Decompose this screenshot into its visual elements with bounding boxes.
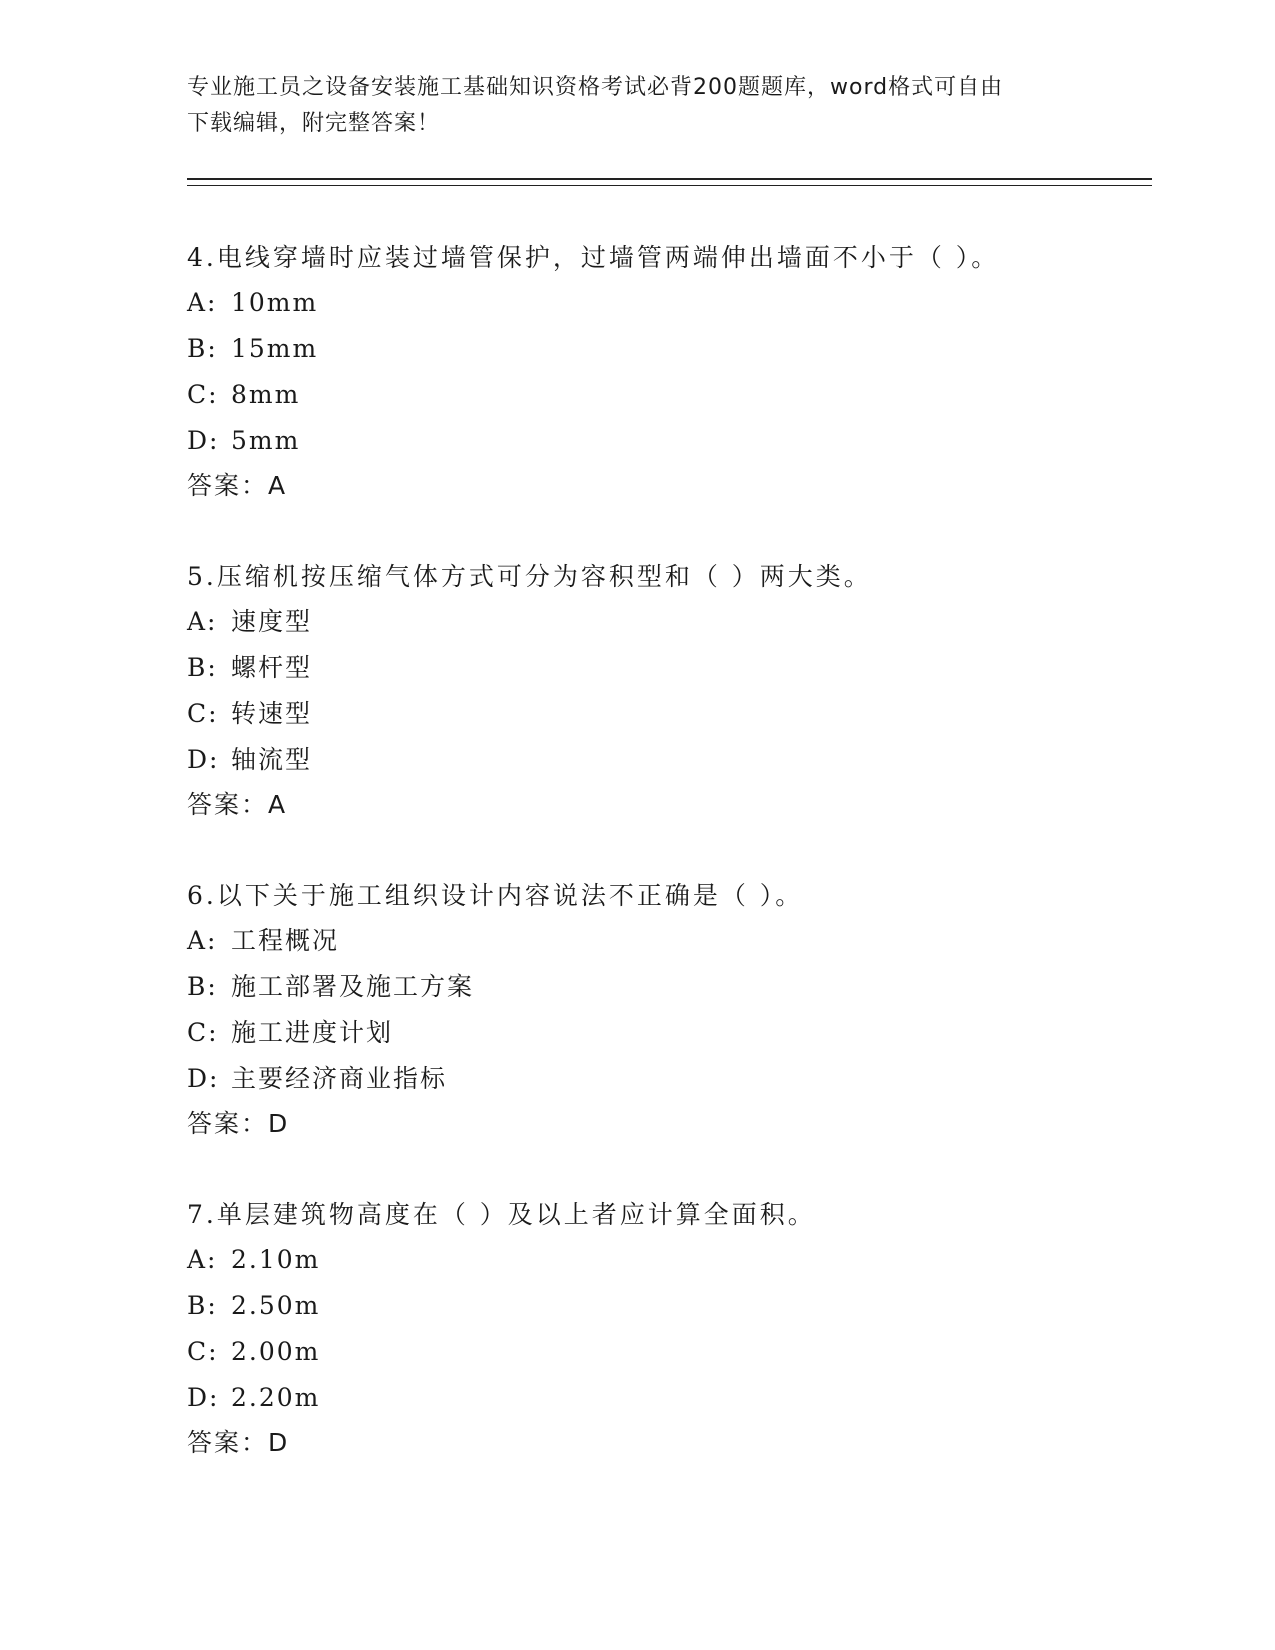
question-block <box>187 874 1147 1146</box>
option-c <box>187 1010 1147 1056</box>
option-d <box>187 1375 1147 1421</box>
header-divider <box>187 178 1152 186</box>
header-line-2: 下载编辑，附完整答案！ <box>187 111 441 136</box>
option-value: 15mm <box>231 334 319 363</box>
option-b <box>187 326 1147 372</box>
option-c <box>187 1329 1147 1375</box>
answer-line: 答案：D <box>187 1428 290 1457</box>
option-value: 施工部署及施工方案 <box>231 972 475 1001</box>
question-block <box>187 1193 1147 1465</box>
option-letter: B: <box>187 1291 218 1320</box>
option-letter: C: <box>187 1018 219 1047</box>
option-letter: A: <box>187 926 218 955</box>
option-letter: B: <box>187 972 218 1001</box>
option-a <box>187 280 1147 326</box>
option-value: 2.10m <box>231 1245 321 1274</box>
option-value: 10mm <box>231 288 319 317</box>
option-value: 工程概况 <box>231 926 340 955</box>
option-value: 2.20m <box>231 1383 321 1412</box>
option-value: 轴流型 <box>231 745 313 774</box>
question-text: 6.以下关于施工组织设计内容说法不正确是（ ）。 <box>187 881 804 910</box>
option-value: 主要经济商业指标 <box>231 1064 448 1093</box>
option-value: 速度型 <box>231 607 313 636</box>
option-d <box>187 418 1147 464</box>
question-text: 5.压缩机按压缩气体方式可分为容积型和（ ）两大类。 <box>187 562 872 591</box>
option-letter: C: <box>187 380 219 409</box>
option-letter: A: <box>187 607 218 636</box>
option-letter: D: <box>187 1383 220 1412</box>
option-b <box>187 645 1147 691</box>
option-value: 8mm <box>231 380 301 409</box>
option-letter: D: <box>187 745 220 774</box>
option-letter: A: <box>187 1245 218 1274</box>
option-value: 转速型 <box>231 699 313 728</box>
header-line-1: 专业施工员之设备安装施工基础知识资格考试必背200题题库，word格式可自由 <box>187 75 1004 100</box>
option-b <box>187 964 1147 1010</box>
answer-line: 答案：D <box>187 1109 290 1138</box>
option-letter: B: <box>187 653 218 682</box>
option-c <box>187 691 1147 737</box>
document-header <box>187 70 1067 142</box>
option-value: 施工进度计划 <box>231 1018 394 1047</box>
option-d <box>187 1056 1147 1102</box>
option-value: 2.00m <box>231 1337 321 1366</box>
option-value: 2.50m <box>231 1291 321 1320</box>
option-a <box>187 1237 1147 1283</box>
option-b <box>187 1283 1147 1329</box>
question-block <box>187 555 1147 827</box>
option-letter: C: <box>187 1337 219 1366</box>
option-c <box>187 372 1147 418</box>
option-letter: B: <box>187 334 218 363</box>
option-letter: A: <box>187 288 218 317</box>
question-block <box>187 236 1147 508</box>
question-text: 7.单层建筑物高度在（ ）及以上者应计算全面积。 <box>187 1200 816 1229</box>
answer-line: 答案：A <box>187 790 288 819</box>
question-text: 4.电线穿墙时应装过墙管保护，过墙管两端伸出墙面不小于（ ）。 <box>187 243 1000 272</box>
option-letter: C: <box>187 699 219 728</box>
option-value: 螺杆型 <box>231 653 313 682</box>
option-a <box>187 918 1147 964</box>
option-value: 5mm <box>231 426 301 455</box>
option-a <box>187 599 1147 645</box>
option-letter: D: <box>187 426 220 455</box>
option-d <box>187 737 1147 783</box>
option-letter: D: <box>187 1064 220 1093</box>
answer-line: 答案：A <box>187 471 288 500</box>
